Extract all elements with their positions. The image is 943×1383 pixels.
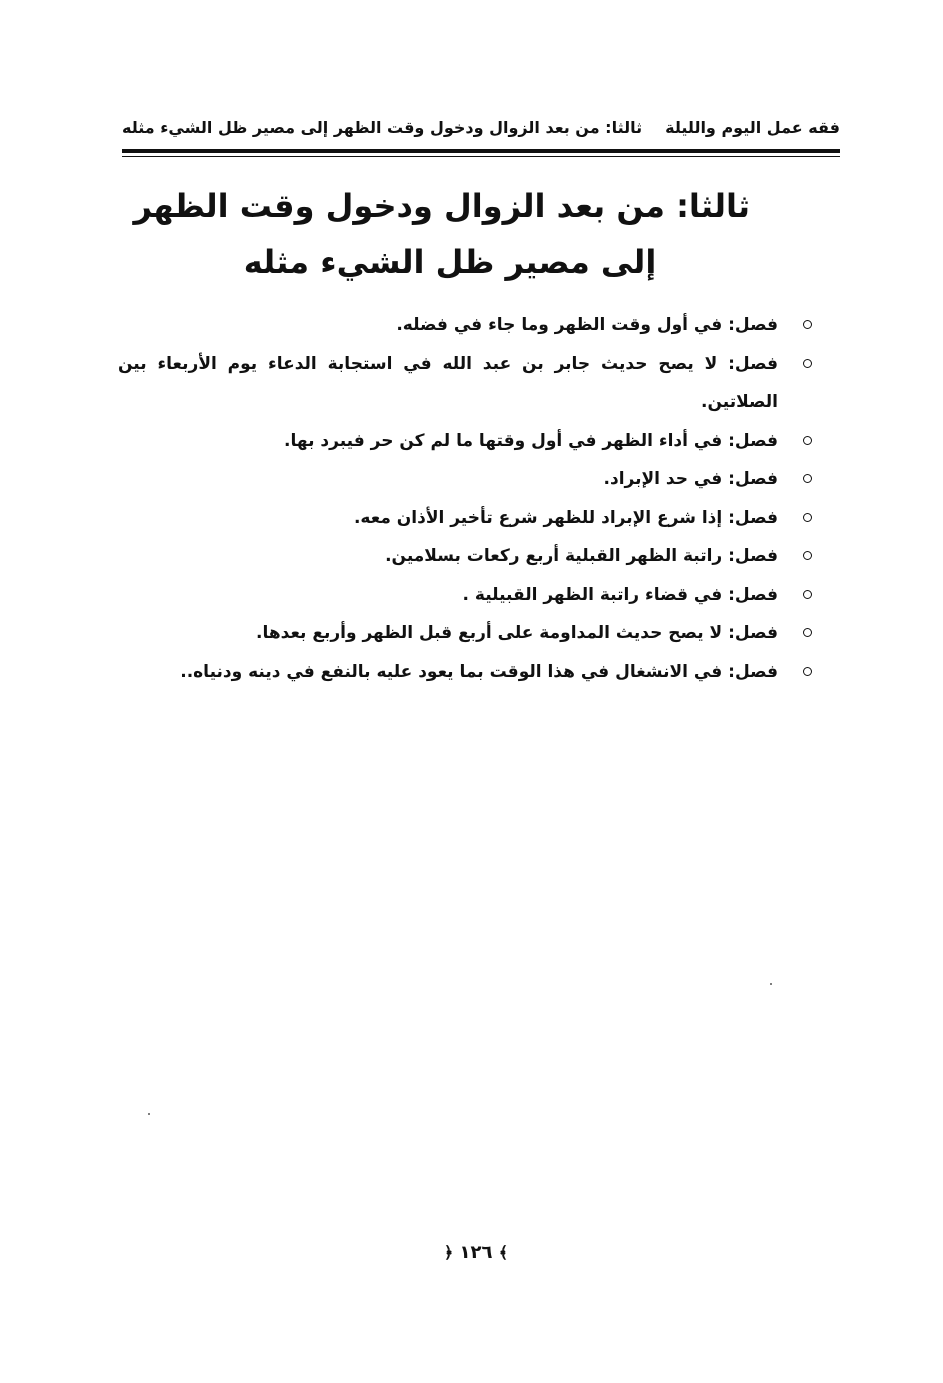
contents-item-text: فصل: لا يصح حديث جابر بن عبد الله في استجابة الدعاء يوم الأربعاء بين الصلاتين.	[118, 353, 778, 412]
circle-bullet-icon	[803, 359, 812, 368]
page-number-ornament-left: ﴿	[443, 1243, 454, 1262]
header-book-title: فقه عمل اليوم والليلة	[665, 118, 840, 137]
contents-item	[118, 460, 818, 499]
contents-item-text: فصل: في قضاء راتبة الظهر القبيلية .	[462, 584, 778, 605]
contents-item	[118, 422, 818, 461]
page-number-value: ١٢٦	[459, 1242, 493, 1263]
contents-item-text: فصل: لا يصح حديث المداومة على أربع قبل الظهر وأربع بعدها.	[256, 623, 778, 643]
circle-bullet-icon	[803, 667, 812, 676]
circle-bullet-icon	[803, 513, 812, 522]
contents-item	[118, 306, 818, 345]
circle-bullet-icon	[803, 474, 812, 483]
circle-bullet-icon	[803, 320, 812, 329]
circle-bullet-icon	[803, 436, 812, 445]
contents-item-text: فصل: إذا شرع الإبراد للظهر شرع تأخير الأذان معه.	[353, 507, 778, 528]
running-header	[122, 118, 840, 142]
contents-item	[118, 614, 818, 653]
contents-item	[118, 345, 818, 422]
scan-speck	[148, 1113, 150, 1115]
contents-item-text: فصل: راتبة الظهر القبلية أربع ركعات بسلامين.	[385, 546, 778, 566]
chapter-heading-line-1: ثالثا: من بعد الزوال ودخول وقت الظهر	[133, 187, 750, 225]
contents-item	[118, 499, 818, 538]
page-number	[421, 1242, 531, 1263]
scan-speck	[770, 983, 772, 985]
contents-item-text: فصل: في حد الإبراد.	[603, 469, 778, 489]
contents-list	[118, 306, 818, 691]
contents-item	[118, 537, 818, 576]
contents-item-text: فصل: في الانشغال في هذا الوقت بما يعود عليه بالنفع في دينه ودنياه..	[180, 661, 778, 682]
contents-item-text: فصل: في أول وقت الظهر وما جاء في فضله.	[396, 315, 778, 335]
header-rule	[122, 149, 840, 153]
chapter-heading	[133, 178, 750, 290]
circle-bullet-icon	[803, 590, 812, 599]
contents-item-text: فصل: في أداء الظهر في أول وقتها ما لم كن حر فيبرد بها.	[284, 430, 778, 451]
circle-bullet-icon	[803, 628, 812, 637]
contents-item	[118, 576, 818, 615]
chapter-heading-line-2: إلى مصير ظل الشيء مثله	[243, 243, 657, 281]
header-rule-thin	[122, 156, 840, 157]
contents-item	[118, 653, 818, 692]
circle-bullet-icon	[803, 551, 812, 560]
page-number-ornament-right: ﴾	[498, 1243, 509, 1262]
header-section-title: ثالثا: من بعد الزوال ودخول وقت الظهر إلى مصير ظل الشيء مثله	[122, 118, 643, 137]
